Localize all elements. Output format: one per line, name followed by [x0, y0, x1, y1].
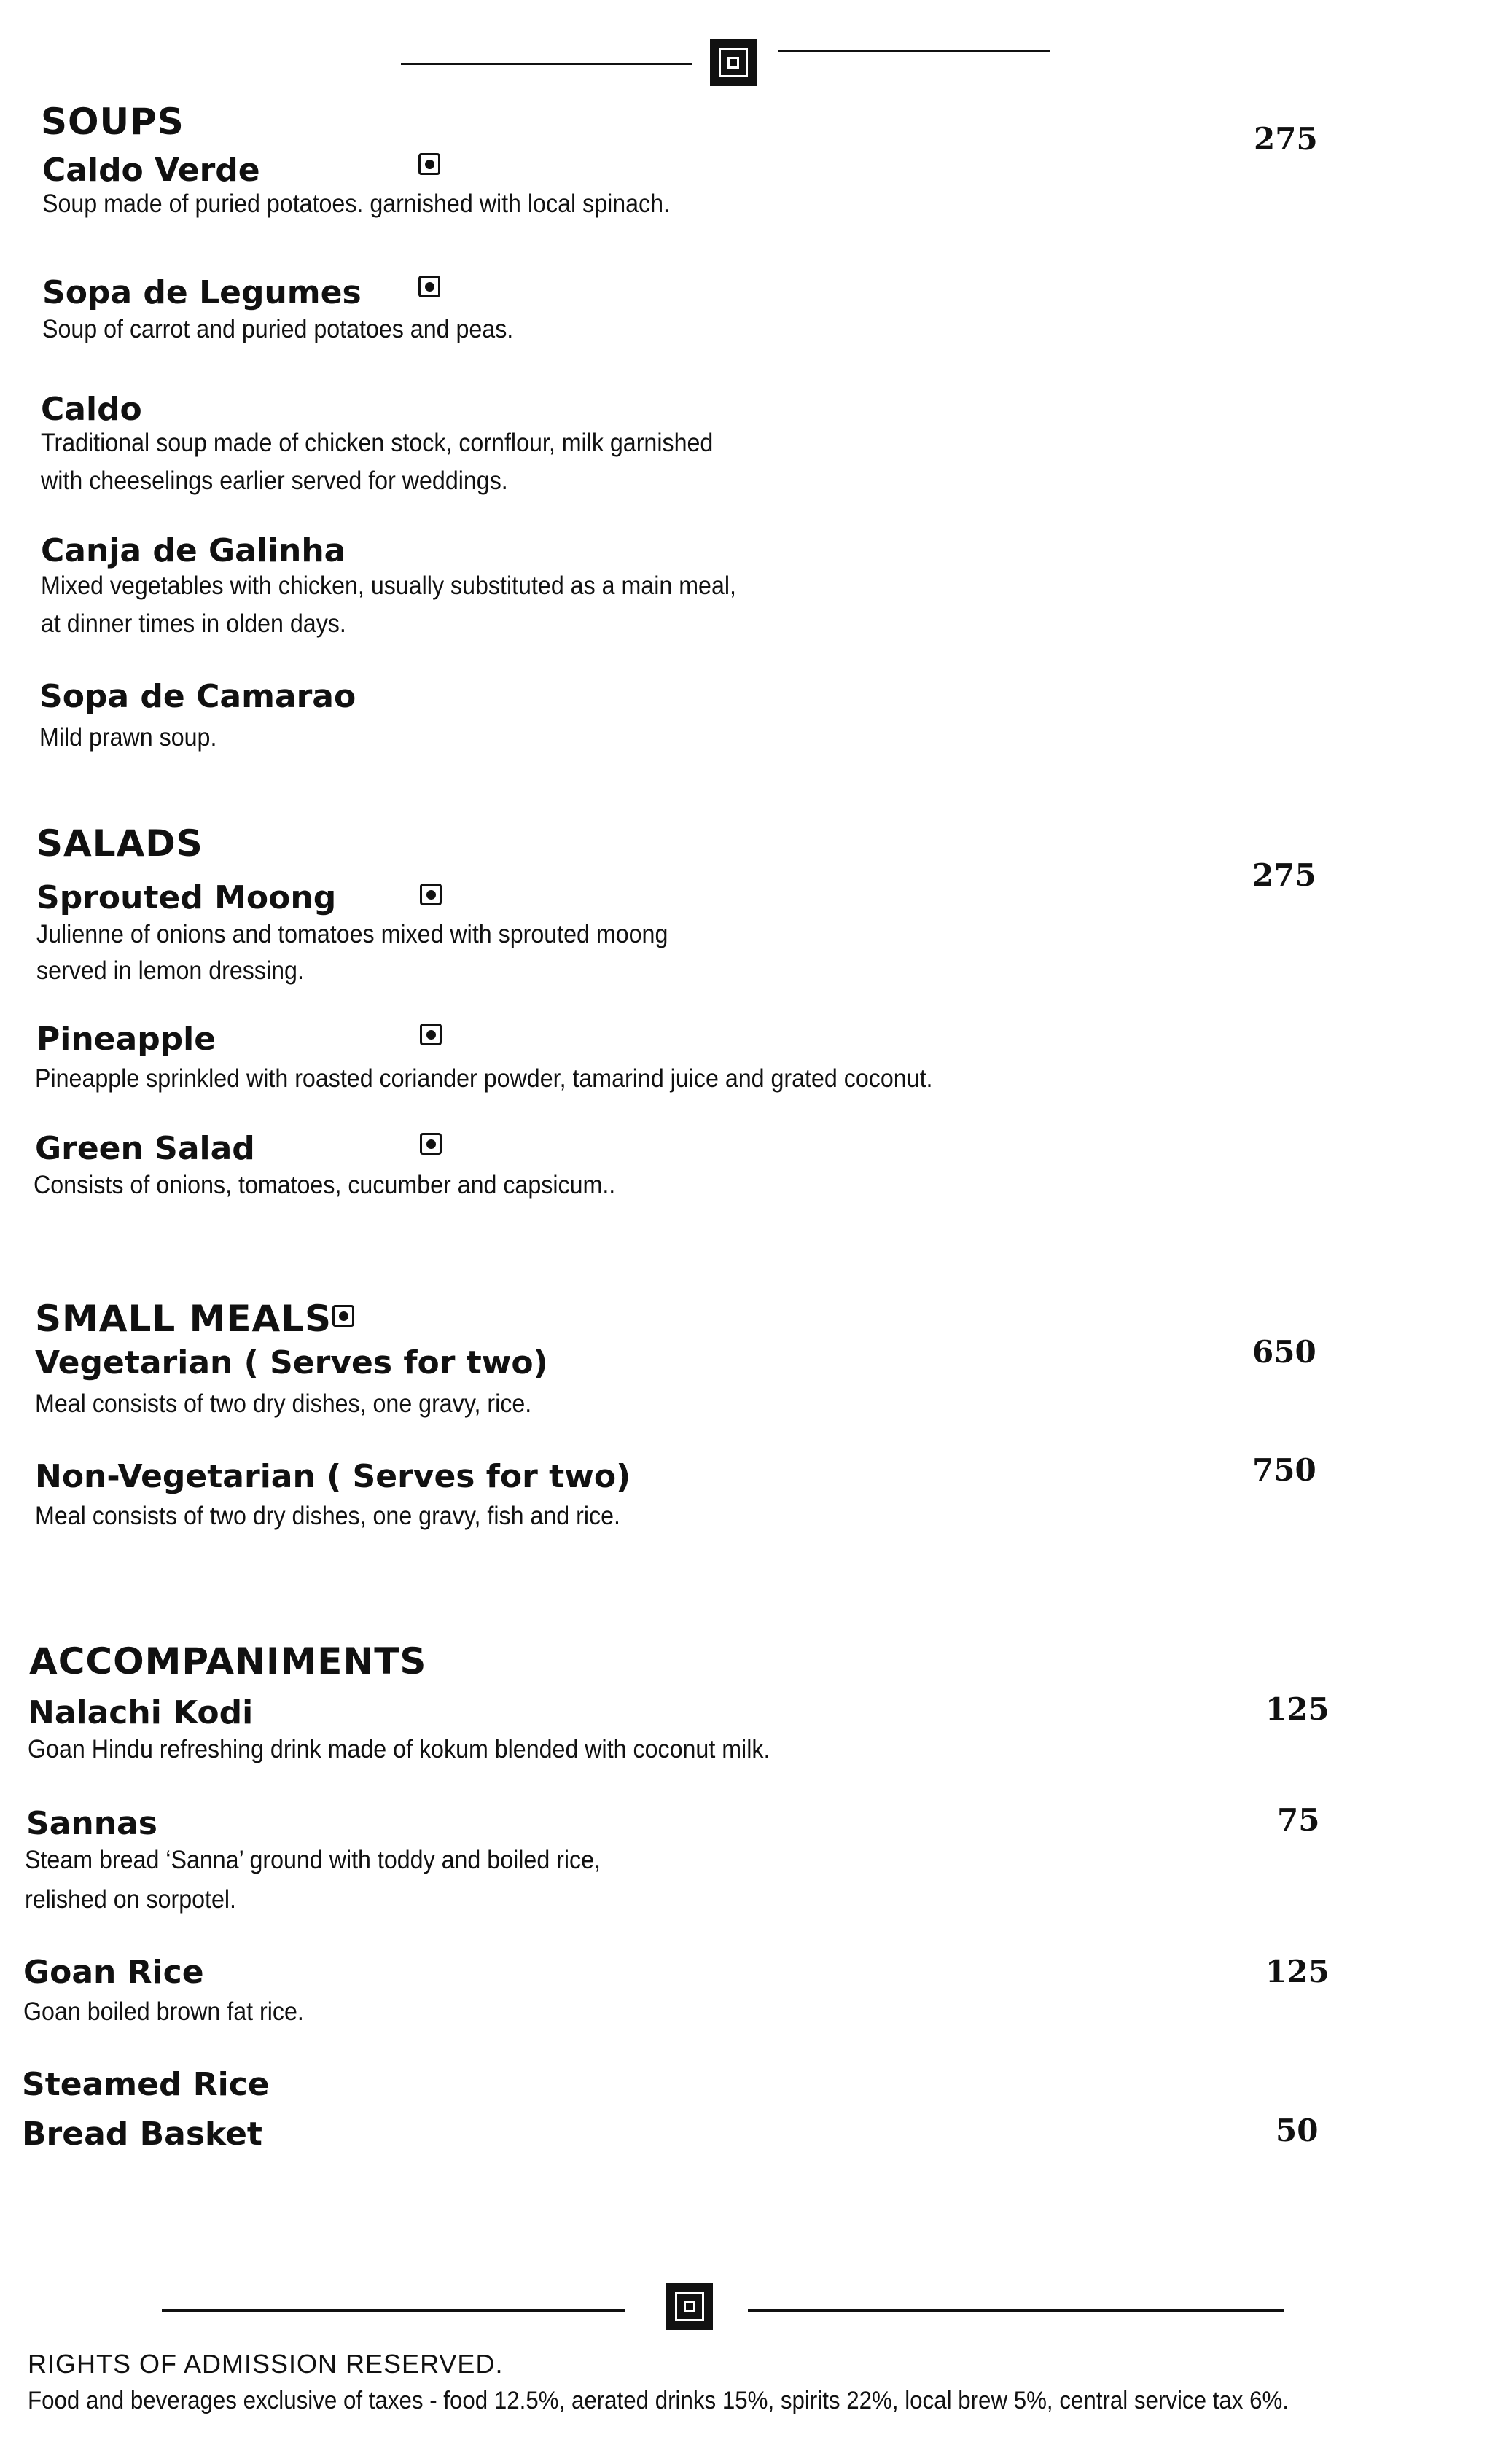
soups-price: 275 — [1254, 121, 1318, 157]
item-sprouted-moong: Sprouted Moong — [36, 879, 337, 916]
veg-dot-icon — [420, 1024, 442, 1045]
bottom-ornament — [0, 2279, 1487, 2337]
ornament-line-left — [401, 63, 692, 65]
item-non-vegetarian-meal: Non-Vegetarian ( Serves for two) — [35, 1458, 631, 1495]
item-nalachi-kodi-desc: Goan Hindu refreshing drink made of kokum blended with coconut milk. — [28, 1735, 770, 1763]
item-non-vegetarian-meal-desc: Meal consists of two dry dishes, one gravy, fish and rice. — [35, 1502, 620, 1530]
item-sopa-de-camarao-desc: Mild prawn soup. — [39, 723, 217, 752]
soups-heading: SOUPS — [41, 101, 184, 143]
item-goan-rice: Goan Rice — [23, 1954, 204, 1991]
salads-heading: SALADS — [36, 822, 203, 865]
item-nalachi-kodi: Nalachi Kodi — [28, 1694, 254, 1731]
square-ornament-icon — [666, 2283, 713, 2330]
top-ornament — [0, 35, 1487, 93]
square-ornament-icon — [710, 39, 757, 86]
item-caldo-verde: Caldo Verde — [42, 152, 260, 189]
veg-dot-icon — [418, 276, 440, 297]
item-canja-de-galinha-desc-line-2: at dinner times in olden days. — [41, 609, 346, 638]
item-vegetarian-meal: Vegetarian ( Serves for two) — [35, 1344, 548, 1381]
item-sprouted-moong-desc-line-1: Julienne of onions and tomatoes mixed with sprouted moong — [36, 920, 668, 948]
item-nalachi-kodi-price: 125 — [1265, 1691, 1330, 1727]
salads-price: 275 — [1252, 857, 1316, 893]
item-sopa-de-camarao: Sopa de Camarao — [39, 678, 356, 715]
item-green-salad: Green Salad — [35, 1130, 255, 1167]
item-pineapple-desc: Pineapple sprinkled with roasted coriander powder, tamarind juice and grated coconut. — [35, 1064, 933, 1093]
item-sannas-desc-line-1: Steam bread ‘Sanna’ ground with toddy and boiled rice, — [25, 1846, 601, 1874]
veg-dot-icon — [420, 884, 442, 905]
item-caldo-verde-desc: Soup made of puried potatoes. garnished with local spinach. — [42, 190, 671, 218]
item-caldo-desc-line-2: with cheeselings earlier served for weddings. — [41, 467, 508, 495]
item-caldo: Caldo — [41, 391, 142, 428]
item-non-vegetarian-meal-price: 750 — [1252, 1452, 1316, 1488]
item-sannas-desc-line-2: relished on sorpotel. — [25, 1885, 236, 1914]
small-meals-heading: SMALL MEALS — [35, 1298, 332, 1340]
veg-dot-icon — [418, 153, 440, 175]
item-vegetarian-meal-desc: Meal consists of two dry dishes, one gravy, rice. — [35, 1389, 532, 1418]
ornament-line-left — [162, 2309, 625, 2312]
item-canja-de-galinha-desc-line-1: Mixed vegetables with chicken, usually substituted as a main meal, — [41, 572, 736, 600]
item-bread-basket: Bread Basket — [22, 2116, 262, 2153]
item-steamed-rice: Steamed Rice — [22, 2066, 270, 2103]
item-sopa-de-legumes: Sopa de Legumes — [42, 274, 362, 311]
item-vegetarian-meal-price: 650 — [1252, 1334, 1316, 1370]
item-canja-de-galinha: Canja de Galinha — [41, 532, 346, 569]
veg-dot-icon — [420, 1133, 442, 1155]
item-bread-basket-price: 50 — [1276, 2113, 1319, 2148]
item-goan-rice-price: 125 — [1265, 1954, 1330, 1989]
accompaniments-heading: ACCOMPANIMENTS — [29, 1640, 427, 1683]
item-goan-rice-desc: Goan boiled brown fat rice. — [23, 1997, 304, 2026]
ornament-line-right — [778, 50, 1050, 52]
item-pineapple: Pineapple — [36, 1021, 216, 1058]
rights-of-admission: RIGHTS OF ADMISSION RESERVED. — [28, 2349, 504, 2379]
item-sannas: Sannas — [26, 1805, 157, 1842]
item-caldo-desc-line-1: Traditional soup made of chicken stock, cornflour, milk garnished — [41, 429, 714, 457]
veg-dot-icon — [332, 1305, 354, 1327]
item-sprouted-moong-desc-line-2: served in lemon dressing. — [36, 956, 304, 985]
ornament-line-right — [748, 2309, 1284, 2312]
item-sopa-de-legumes-desc: Soup of carrot and puried potatoes and peas. — [42, 315, 514, 343]
item-green-salad-desc: Consists of onions, tomatoes, cucumber and capsicum.. — [34, 1171, 616, 1199]
item-sannas-price: 75 — [1277, 1802, 1320, 1838]
tax-notice: Food and beverages exclusive of taxes - food 12.5%, aerated drinks 15%, spirits 22%, local brew 5%, central service tax 6%. — [28, 2387, 1289, 2414]
